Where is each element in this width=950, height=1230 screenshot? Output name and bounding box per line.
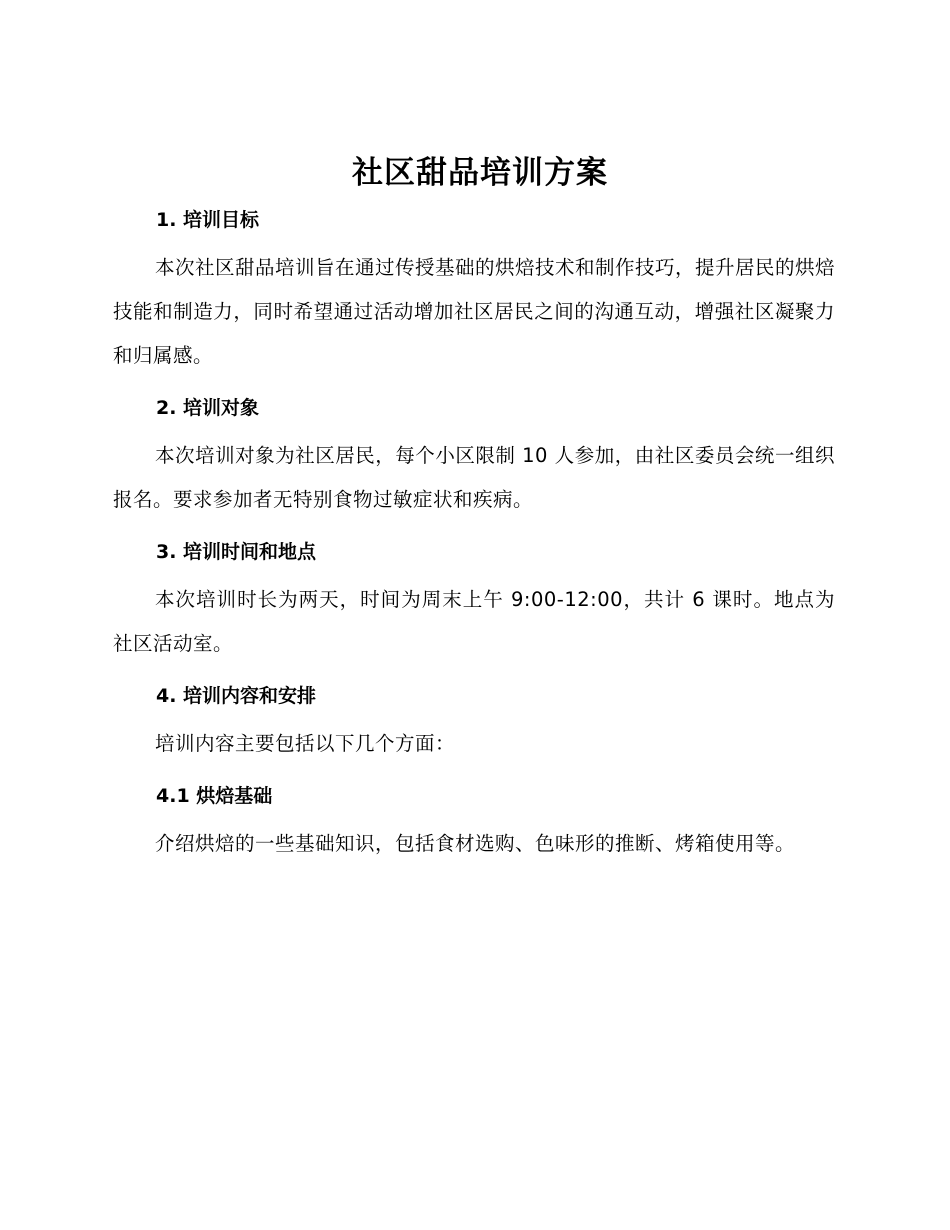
section-heading-audience: 2. 培训对象	[156, 397, 260, 419]
section-heading-baking-basics: 4.1 烘焙基础	[156, 785, 273, 807]
section-heading-content-schedule: 4. 培训内容和安排	[156, 685, 317, 707]
section-paragraph-audience: 本次培训对象为社区居民，每个小区限制 10 人参加，由社区委员会统一组织报名。要求参加者无特别食物过敏症状和疾病。	[113, 444, 835, 511]
section-paragraph-goals: 本次社区甜品培训旨在通过传授基础的烘焙技术和制作技巧，提升居民的烘焙技能和制造力，同时希望通过活动增加社区居民之间的沟通互动，增强社区凝聚力和归属感。	[113, 256, 836, 367]
section-heading-time-location: 3. 培训时间和地点	[156, 541, 317, 563]
section-heading-goals: 1. 培训目标	[156, 209, 260, 231]
section-paragraph-time-location: 本次培训时长为两天，时间为周末上午 9:00-12:00，共计 6 课时。地点为社区活动室。	[113, 588, 835, 655]
section-paragraph-baking-basics: 介绍烘焙的一些基础知识，包括食材选购、色味形的推断、烤箱使用等。	[155, 832, 796, 855]
document-body	[113, 148, 835, 876]
section-paragraph-content-schedule: 培训内容主要包括以下几个方面：	[155, 732, 456, 755]
document-title: 社区甜品培训方案	[352, 155, 608, 191]
